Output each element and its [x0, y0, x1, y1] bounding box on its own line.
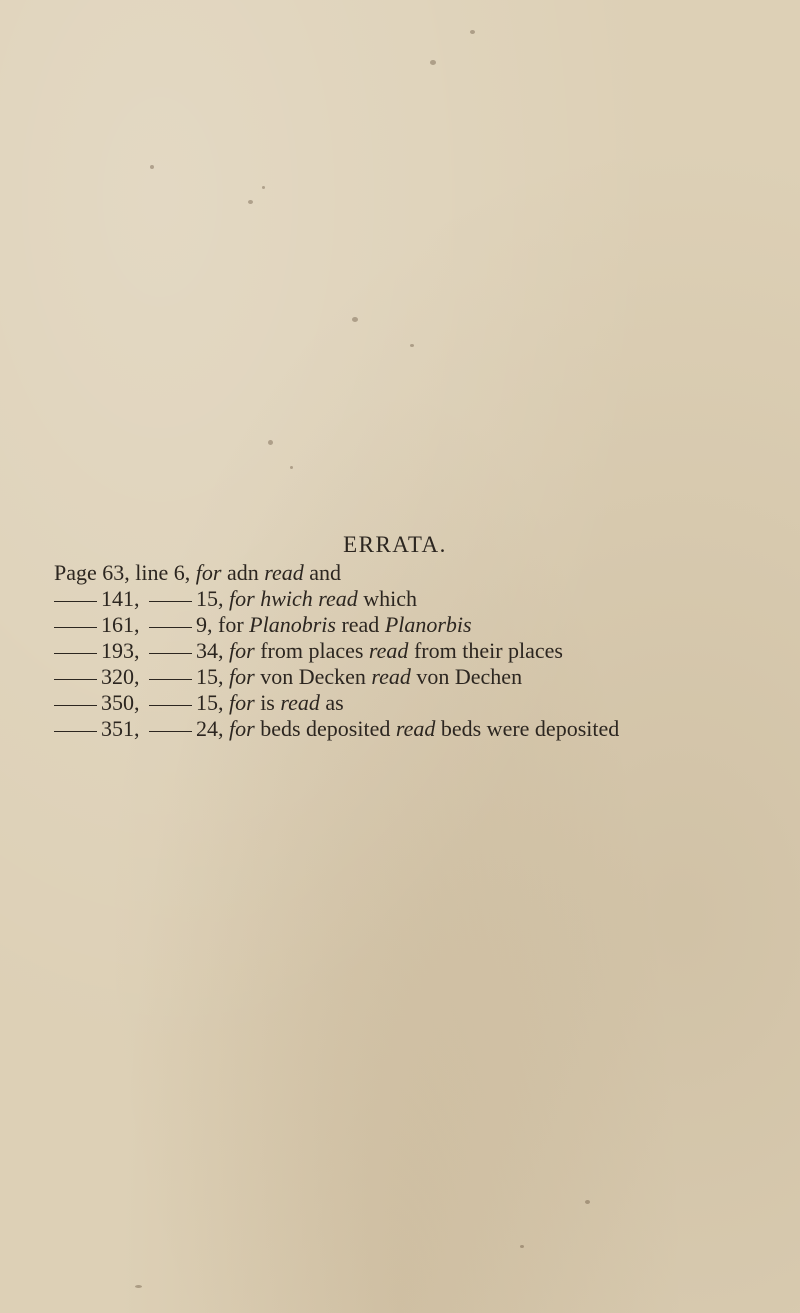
wrong-text: is — [260, 690, 275, 715]
line-number: 15, — [196, 690, 224, 715]
ditto-dash — [54, 627, 97, 628]
read-word: read — [341, 612, 380, 637]
wrong-text: von Decken — [260, 664, 366, 689]
for-word: for — [229, 586, 255, 611]
errata-list — [54, 560, 754, 742]
read-word: read — [264, 560, 304, 585]
ditto-dash — [149, 653, 192, 654]
line-number: 15, — [196, 664, 224, 689]
errata-entry — [54, 638, 754, 664]
ditto-dash — [54, 653, 97, 654]
correct-text: beds were deposited — [440, 716, 620, 741]
read-word: read — [395, 716, 436, 741]
page-number: 350, — [101, 690, 140, 715]
line-number: 15, — [196, 586, 224, 611]
page-number: 351, — [101, 716, 140, 741]
ditto-dash — [54, 731, 97, 732]
ditto-dash — [149, 601, 192, 602]
ditto-dash — [54, 601, 97, 602]
paper-speck — [470, 30, 475, 34]
line-number: 34, — [196, 638, 224, 663]
errata-entry — [54, 716, 754, 742]
for-word: for — [218, 612, 244, 637]
correct-text: as — [325, 690, 344, 715]
paper-speck — [290, 466, 293, 469]
ditto-dash — [149, 731, 192, 732]
page-number: 320, — [101, 664, 140, 689]
paper-speck — [410, 344, 414, 347]
ditto-dash — [54, 679, 97, 680]
ditto-dash — [149, 705, 192, 706]
paper-speck — [268, 440, 273, 445]
correct-text: Planorbis — [384, 612, 472, 637]
entry-lead: Page 63, line 6, — [54, 560, 191, 585]
correct-text: which — [363, 586, 418, 611]
errata-title — [0, 532, 800, 558]
errata-entry — [54, 690, 754, 716]
wrong-text: adn — [226, 560, 259, 585]
paper-speck — [520, 1245, 524, 1248]
paper-speck — [135, 1285, 142, 1288]
wrong-text: beds deposited — [260, 716, 391, 741]
line-number: 9, — [196, 612, 213, 637]
wrong-text: from places — [260, 638, 364, 663]
errata-heading: ERRATA. — [343, 532, 447, 557]
read-word: read — [368, 638, 409, 663]
for-word: for — [229, 638, 255, 663]
ditto-dash — [149, 627, 192, 628]
ditto-dash — [54, 705, 97, 706]
correct-text: von Dechen — [416, 664, 523, 689]
page-number: 193, — [101, 638, 140, 663]
page-number: 161, — [101, 612, 140, 637]
ditto-dash — [149, 679, 192, 680]
errata-entry — [54, 664, 754, 690]
correct-text: from their places — [413, 638, 563, 663]
errata-entry — [54, 586, 754, 612]
paper-speck — [150, 165, 154, 169]
page-number: 141, — [101, 586, 140, 611]
paper-speck — [262, 186, 265, 189]
read-word: read — [371, 664, 411, 689]
for-word: for — [229, 690, 255, 715]
paper-speck — [248, 200, 253, 204]
for-word: for — [195, 560, 222, 585]
wrong-text: Planobris — [249, 612, 336, 637]
read-word: read — [318, 586, 358, 611]
wrong-text: hwich — [260, 586, 313, 611]
paper-speck — [352, 317, 358, 322]
read-word: read — [280, 690, 320, 715]
paper-speck — [430, 60, 436, 65]
errata-entry — [54, 612, 754, 638]
for-word: for — [229, 664, 255, 689]
paper-speck — [585, 1200, 590, 1204]
for-word: for — [229, 716, 255, 741]
errata-entry — [54, 560, 754, 586]
correct-text: and — [309, 560, 341, 585]
line-number: 24, — [196, 716, 224, 741]
